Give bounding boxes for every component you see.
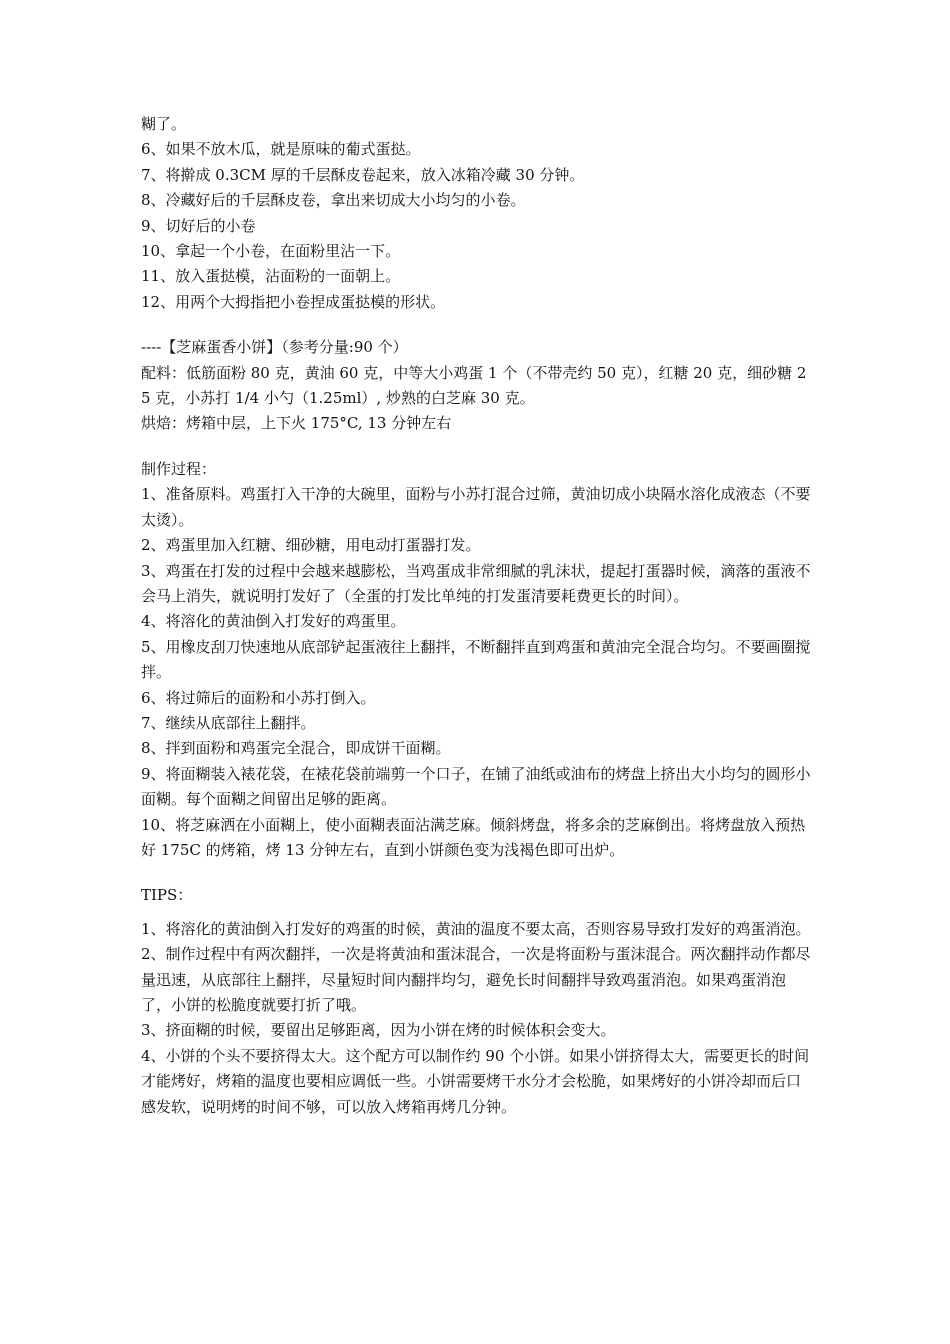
intro-line: 9、切好后的小卷 — [141, 216, 256, 235]
recipe-ingredients: 配料：低筋面粉 80 克，黄油 60 克，中等大小鸡蛋 1 个（不带壳约 50 克），红糖 20 克，细砂糖 25 克，小苏打 1/4 小勺（1.25ml）, 炒熟的白芝麻 30 克。 — [141, 363, 807, 408]
tip-item: 2、制作过程中有两次翻拌，一次是将黄油和蛋沫混合，一次是将面粉与蛋沫混合。两次翻拌动作都尽量迅速，从底部往上翻拌，尽量短时间内翻拌均匀，避免长时间翻拌导致鸡蛋消泡。如果鸡蛋消泡了，小饼的松脆度就要打折了哦。 — [141, 945, 811, 1014]
process-heading: 制作过程： — [141, 459, 217, 478]
process-step: 4、将溶化的黄油倒入打发好的鸡蛋里。 — [141, 612, 406, 631]
process-step: 5、用橡皮刮刀快速地从底部铲起蛋液往上翻拌，不断翻拌直到鸡蛋和黄油完全混合均匀。不要画圈搅拌。 — [141, 637, 811, 682]
tips-section — [141, 883, 811, 1120]
document-page — [141, 112, 811, 1120]
intro-section — [141, 112, 811, 315]
section-gap — [141, 863, 811, 883]
section-gap — [141, 315, 811, 335]
tip-item: 3、挤面糊的时候，要留出足够距离，因为小饼在烤的时候体积会变大。 — [141, 1021, 616, 1040]
process-step: 7、继续从底部往上翻拌。 — [141, 713, 316, 732]
section-gap — [141, 437, 811, 457]
process-step: 9、将面糊装入裱花袋，在裱花袋前端剪一个口子，在铺了油纸或油布的烤盘上挤出大小均匀的圆形小面糊。每个面糊之间留出足够的距离。 — [141, 764, 811, 809]
recipe-title: ----【芝麻蛋香小饼】（参考分量:90 个） — [141, 338, 408, 357]
tips-gap — [141, 909, 811, 917]
process-step: 1、准备原料。鸡蛋打入干净的大碗里，面粉与小苏打混合过筛，黄油切成小块隔水溶化成液态（不要太烫）。 — [141, 485, 811, 529]
process-step: 8、拌到面粉和鸡蛋完全混合，即成饼干面糊。 — [141, 739, 451, 758]
process-step: 2、鸡蛋里加入红糖、细砂糖，用电动打蛋器打发。 — [141, 536, 481, 555]
process-step: 10、将芝麻洒在小面糊上，使小面糊表面沾满芝麻。倾斜烤盘，将多余的芝麻倒出。将烤盘放入预热好 175C 的烤箱，烤 13 分钟左右，直到小饼颜色变为浅褐色即可出炉。 — [141, 815, 806, 859]
intro-line: 12、用两个大拇指把小卷捏成蛋挞模的形状。 — [141, 292, 446, 311]
tips-heading: TIPS： — [141, 886, 193, 905]
process-section — [141, 457, 811, 864]
recipe-section — [141, 335, 811, 437]
tip-item: 1、将溶化的黄油倒入打发好的鸡蛋的时候，黄油的温度不要太高，否则容易导致打发好的鸡蛋消泡。 — [141, 919, 811, 938]
intro-line: 11、放入蛋挞模，沾面粉的一面朝上。 — [141, 267, 401, 286]
intro-line: 7、将擀成 0.3CM 厚的千层酥皮卷起来，放入冰箱冷藏 30 分钟。 — [141, 165, 585, 184]
recipe-baking: 烘焙：烤箱中层，上下火 175°C, 13 分钟左右 — [141, 414, 452, 433]
intro-line: 8、冷藏好后的千层酥皮卷，拿出来切成大小均匀的小卷。 — [141, 191, 526, 210]
tip-item: 4、小饼的个头不要挤得太大。这个配方可以制作约 90 个小饼。如果小饼挤得太大，需要更长的时间才能烤好，烤箱的温度也要相应调低一些。小饼需要烤干水分才会松脆，如果烤好的小饼冷却而后口感发软，说明烤的时间不够，可以放入烤箱再烤几分钟。 — [141, 1046, 810, 1116]
intro-line: 6、如果不放木瓜，就是原味的葡式蛋挞。 — [141, 140, 421, 159]
intro-line: 糊了。 — [141, 115, 187, 133]
intro-line: 10、拿起一个小卷，在面粉里沾一下。 — [141, 242, 401, 261]
process-step: 3、鸡蛋在打发的过程中会越来越膨松，当鸡蛋成非常细腻的乳沫状，提起打蛋器时候，滴落的蛋液不会马上消失，就说明打发好了（全蛋的打发比单纯的打发蛋清要耗费更长的时间）。 — [141, 561, 811, 605]
process-step: 6、将过筛后的面粉和小苏打倒入。 — [141, 688, 376, 707]
